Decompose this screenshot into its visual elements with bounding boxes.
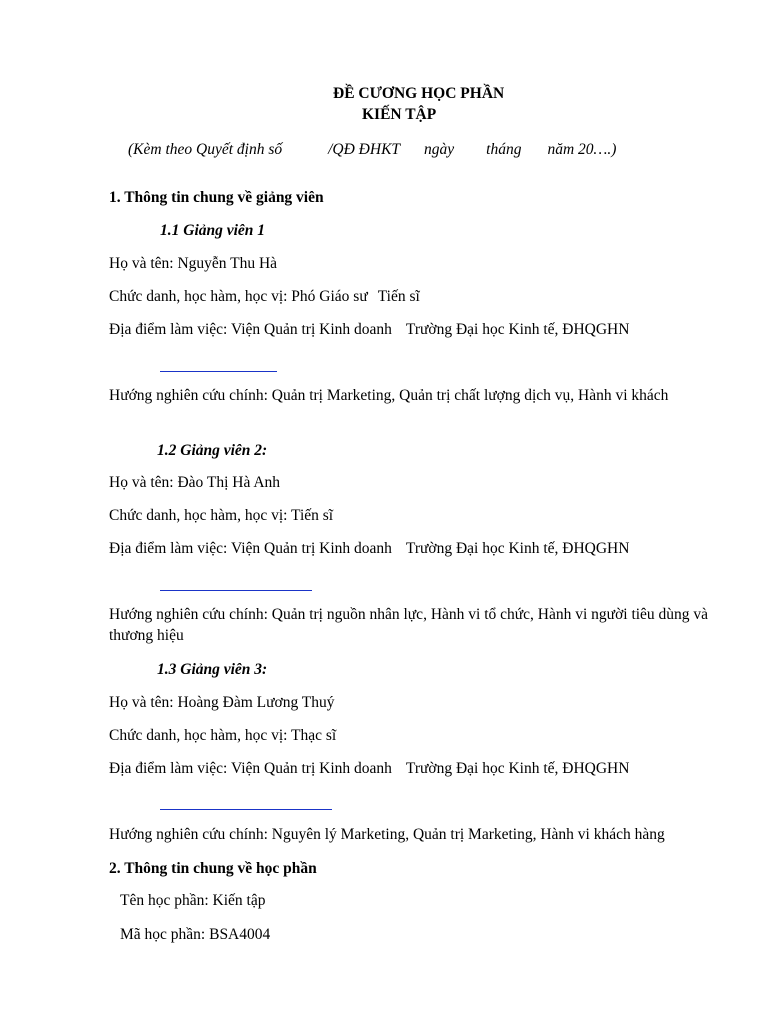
document-title: ĐỀ CƯƠNG HỌC PHẦN (333, 85, 505, 102)
lecturer3-research: Hướng nghiên cứu chính: Nguyên lý Marketing, Quản trị Marketing, Hành vi khách hàng (109, 826, 665, 843)
course-code: Mã học phần: BSA4004 (120, 926, 271, 943)
lecturer3-title: Chức danh, học hàm, học vị: Thạc sĩ (109, 727, 337, 744)
lecturer1-research: Hướng nghiên cứu chính: Quản trị Marketing, Quản trị chất lượng dịch vụ, Hành vi khách (109, 387, 669, 404)
document-subtitle: KIẾN TẬP (362, 106, 437, 123)
lecturer1-title: Chức danh, học hàm, học vị: Phó Giáo sư Tiến sĩ (109, 288, 420, 305)
lecturer3-link-underline[interactable] (160, 809, 332, 810)
lecturer3-heading: 1.3 Giảng viên 3: (157, 661, 268, 678)
lecturer1-heading: 1.1 Giảng viên 1 (160, 222, 266, 239)
lecturer2-title: Chức danh, học hàm, học vị: Tiến sĩ (109, 507, 334, 524)
decision-part-1: (Kèm theo Quyết định số (128, 141, 283, 158)
decision-reference (128, 141, 616, 159)
section1-heading: 1. Thông tin chung về giảng viên (109, 189, 324, 206)
lecturer2-link-underline[interactable] (160, 590, 312, 591)
section2-heading: 2. Thông tin chung về học phần (109, 860, 317, 877)
lecturer1-name: Họ và tên: Nguyễn Thu Hà (109, 255, 278, 272)
lecturer3-workplace: Địa điểm làm việc: Viện Quản trị Kinh doanh Trường Đại học Kinh tế, ĐHQGHN (109, 760, 630, 777)
lecturer2-name: Họ và tên: Đào Thị Hà Anh (109, 474, 281, 491)
course-name: Tên học phần: Kiến tập (120, 892, 266, 909)
decision-part-2: /QĐ ĐHKT (328, 141, 401, 158)
lecturer2-research: Hướng nghiên cứu chính: Quản trị nguồn nhân lực, Hành vi tổ chức, Hành vi người tiêu dùng và thương hiệu (109, 606, 709, 644)
lecturer1-workplace: Địa điểm làm việc: Viện Quản trị Kinh doanh Trường Đại học Kinh tế, ĐHQGHN (109, 321, 630, 338)
decision-part-3: ngày (424, 141, 455, 158)
lecturer1-link-underline[interactable] (160, 371, 277, 372)
decision-part-5: năm 20….) (547, 141, 617, 158)
lecturer2-heading: 1.2 Giảng viên 2: (157, 442, 268, 459)
decision-part-4: tháng (486, 141, 522, 158)
lecturer2-workplace: Địa điểm làm việc: Viện Quản trị Kinh doanh Trường Đại học Kinh tế, ĐHQGHN (109, 540, 630, 557)
lecturer3-name: Họ và tên: Hoàng Đàm Lương Thuý (109, 694, 335, 711)
